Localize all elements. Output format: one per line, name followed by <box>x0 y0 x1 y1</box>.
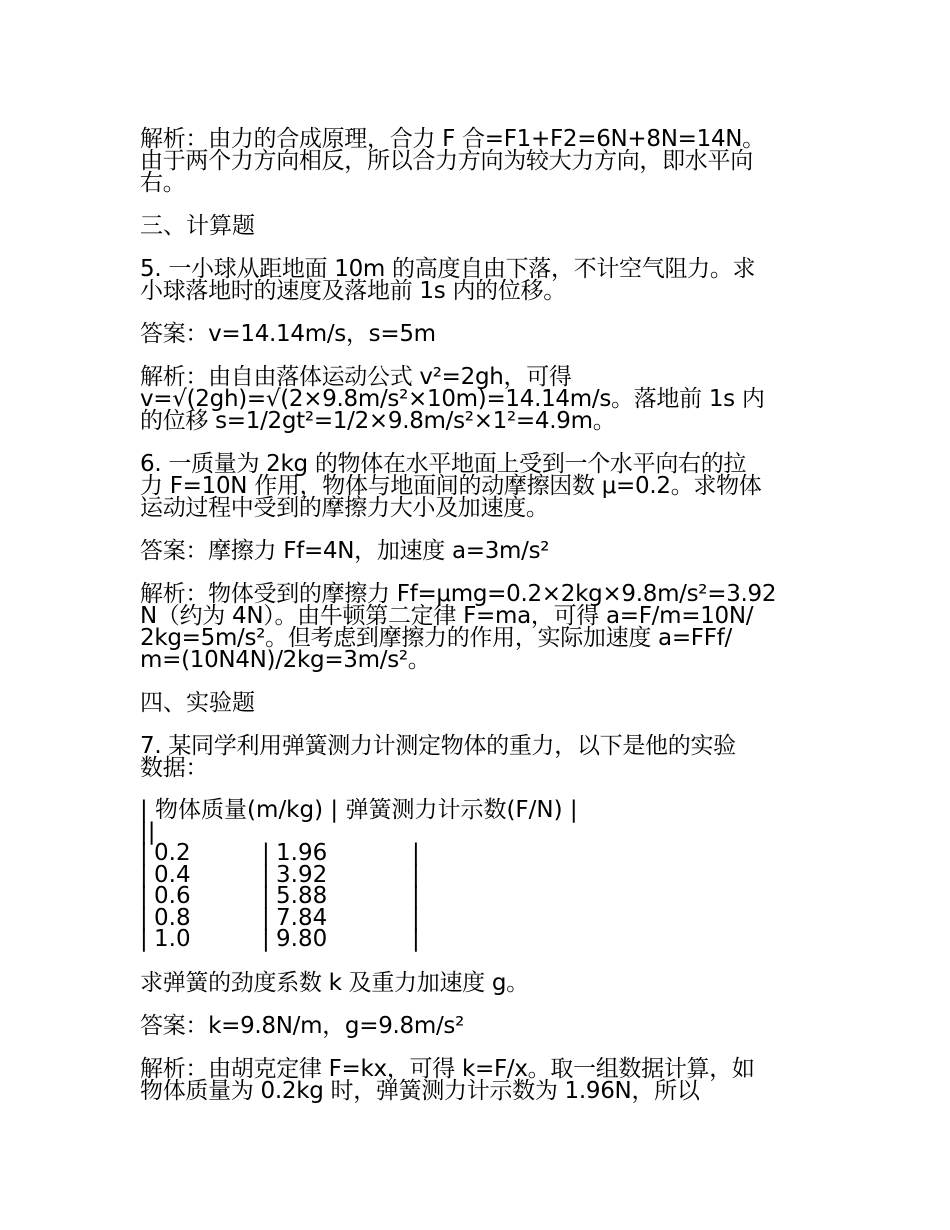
paragraph <box>140 323 815 345</box>
paragraph <box>140 969 815 996</box>
cell-mass: 1.0 <box>154 926 191 952</box>
table-row <box>140 861 815 888</box>
text-line: 答案：摩擦力 Ff=4N，加速度 a=3m/s² <box>140 538 550 564</box>
text-line: N（约为 4N）。由牛顿第二定律 F=ma，可得 a=F/m=10N/ <box>140 603 754 629</box>
text-line: 求弹簧的劲度系数 k 及重力加速度 g。 <box>140 969 529 996</box>
paragraph <box>140 583 815 671</box>
table-border: | <box>412 926 420 952</box>
table-border: | <box>412 904 420 931</box>
paragraph <box>140 1055 815 1104</box>
cell-force: 5.88 <box>276 883 328 909</box>
paragraph <box>140 258 815 302</box>
table-border: | <box>140 926 148 952</box>
table-border: | <box>412 861 420 888</box>
section-heading: 三、计算题 <box>140 213 255 239</box>
text-line: 7. 某同学利用弹簧测力计测定物体的重力，以下是他的实验 <box>140 733 736 759</box>
document-page <box>140 128 815 1123</box>
text-line: 物体质量为 0.2kg 时，弹簧测力计示数为 1.96N，所以 <box>140 1077 700 1104</box>
paragraph <box>140 540 815 562</box>
content-after-table <box>140 969 815 1104</box>
text-line: 力 F=10N 作用，物体与地面间的动摩擦因数 μ=0.2。求物体 <box>140 473 762 499</box>
text-line: 由于两个力方向相反，所以合力方向为较大力方向，即水平向 <box>140 148 753 174</box>
table-body <box>140 840 815 952</box>
text-line: 的位移 s=1/2gt²=1/2×9.8m/s²×1²=4.9m。 <box>140 408 616 434</box>
table-separator: || <box>140 818 156 845</box>
table-border: | <box>140 840 148 866</box>
cell-force: 9.80 <box>276 926 328 952</box>
text-line: v=√(2gh)=√(2×9.8m/s²×10m)=14.14m/s。落地前 1s 内 <box>140 386 765 412</box>
section-heading: 四、实验题 <box>140 690 255 716</box>
table-border: | <box>140 861 148 888</box>
text-line: 运动过程中受到的摩擦力大小及加速度。 <box>140 495 549 521</box>
table-border: | <box>140 883 148 909</box>
data-table <box>140 797 815 952</box>
cell-mass: 0.4 <box>154 861 191 888</box>
text-line: 右。 <box>140 170 186 196</box>
table-border: | <box>262 883 270 909</box>
text-line: 解析：由力的合成原理，合力 F 合=F1+F2=6N+8N=14N。 <box>140 126 765 152</box>
paragraph <box>140 1012 815 1039</box>
paragraph <box>140 735 815 779</box>
text-line: 数据： <box>140 755 209 781</box>
table-row <box>140 883 815 909</box>
text-line: 解析：由胡克定律 F=kx，可得 k=F/x。取一组数据计算，如 <box>140 1055 755 1082</box>
table-border: | <box>262 904 270 931</box>
text-line: 答案：v=14.14m/s，s=5m <box>140 321 436 347</box>
text-line: 解析：由自由落体运动公式 v²=2gh，可得 <box>140 364 572 390</box>
paragraph <box>140 366 815 432</box>
table-border: | <box>140 904 148 931</box>
table-border: | <box>262 840 270 866</box>
cell-force: 3.92 <box>276 861 328 888</box>
cell-mass: 0.6 <box>154 883 191 909</box>
text-line: 5. 一小球从距地面 10m 的高度自由下落，不计空气阻力。求 <box>140 256 756 282</box>
table-border: | <box>262 861 270 888</box>
table-border: | <box>412 840 420 866</box>
table-row <box>140 926 815 952</box>
text-line: 答案：k=9.8N/m，g=9.8m/s² <box>140 1012 465 1039</box>
cell-force: 1.96 <box>276 840 328 866</box>
table-row <box>140 904 815 931</box>
table-border: | <box>412 883 420 909</box>
paragraph <box>140 453 815 519</box>
paragraph <box>140 128 815 194</box>
cell-mass: 0.2 <box>154 840 191 866</box>
text-line: 解析：物体受到的摩擦力 Ff=μmg=0.2×2kg×9.8m/s²=3.92 <box>140 581 777 607</box>
text-line: 2kg=5m/s²。但考虑到摩擦力的作用，实际加速度 a=FFf/ <box>140 625 732 651</box>
table-row <box>140 840 815 866</box>
table-header: | 物体质量(m/kg) | 弹簧测力计示数(F/N) | <box>140 797 578 823</box>
text-line: m=(10N4N)/2kg=3m/s²。 <box>140 647 431 673</box>
cell-mass: 0.8 <box>154 904 191 931</box>
cell-force: 7.84 <box>276 904 328 931</box>
content-before-table <box>140 128 815 779</box>
text-line: 6. 一质量为 2kg 的物体在水平地面上受到一个水平向右的拉 <box>140 451 747 477</box>
text-line: 小球落地时的速度及落地前 1s 内的位移。 <box>140 278 566 304</box>
table-border: | <box>262 926 270 952</box>
